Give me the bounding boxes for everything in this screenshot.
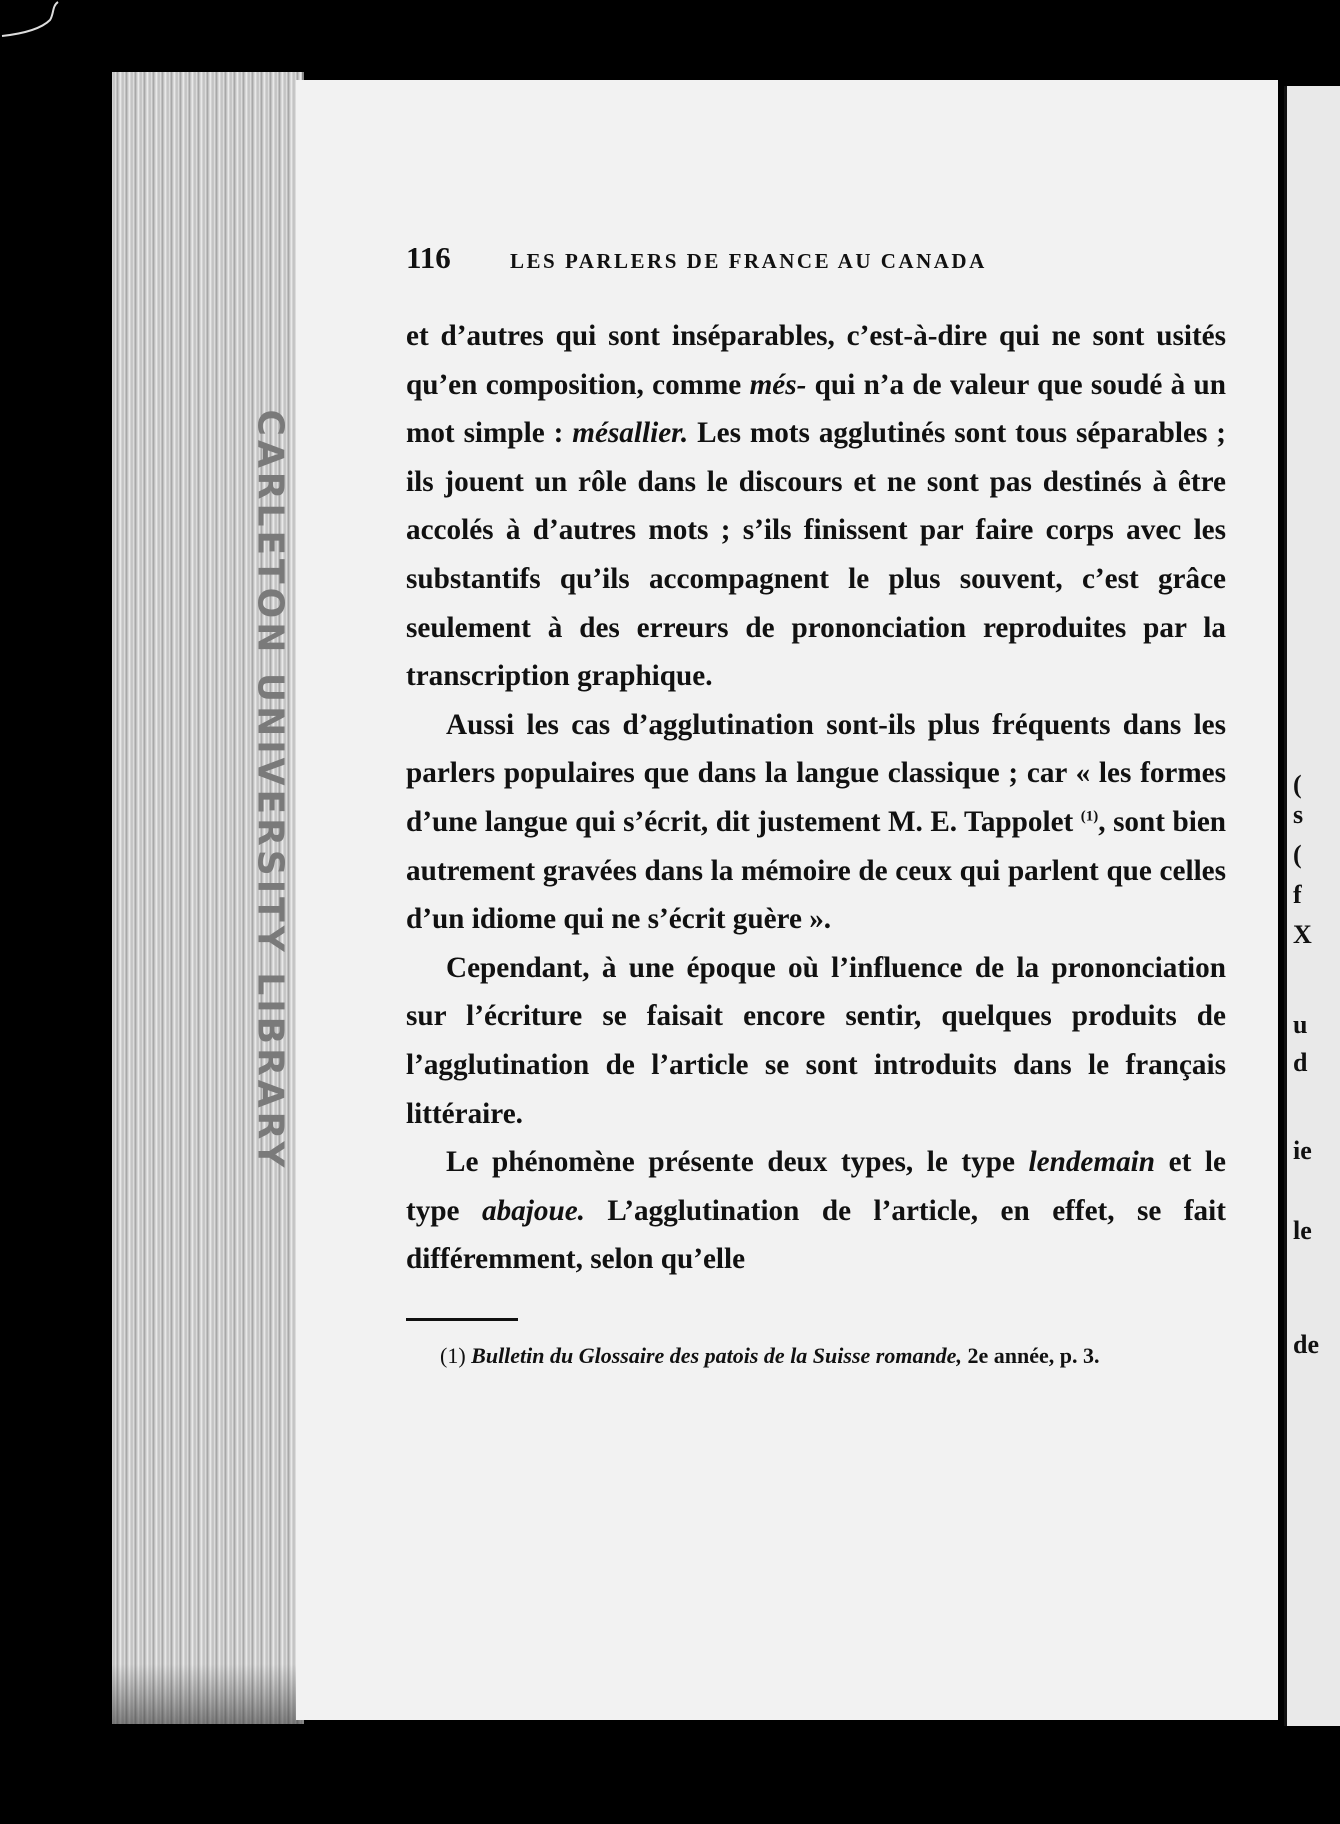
library-stamp bbox=[240, 409, 300, 1171]
running-head-title: LES PARLERS DE FRANCE AU CANADA bbox=[510, 249, 987, 273]
text-segment: més- bbox=[749, 368, 807, 401]
facing-page-letter: de bbox=[1293, 1330, 1319, 1359]
facing-page-letter: ( bbox=[1293, 840, 1302, 869]
library-stamp-text: CARLETON UNIVERSITY LIBRARY bbox=[249, 409, 291, 1171]
text-segment: Cependant, à une époque où l’influence de la prononciation sur l’écriture se faisait encore sentir, quelques produits de l’agglutination de l’article se sont introduits dans le français littéraire. bbox=[406, 951, 1226, 1130]
footnote-marker: (1) bbox=[440, 1342, 466, 1368]
text-segment: et le type bbox=[406, 1146, 1226, 1227]
facing-page-letter: d bbox=[1293, 1048, 1308, 1077]
paragraph-p2 bbox=[406, 701, 1226, 944]
footnote-source: Bulletin du Glossaire des patois de la Suisse romande, bbox=[471, 1342, 962, 1368]
text-segment: abajoue. bbox=[481, 1194, 585, 1227]
paragraph-p3 bbox=[406, 944, 1226, 1138]
facing-page-letter: X bbox=[1293, 920, 1312, 949]
facing-page-letter: le bbox=[1293, 1216, 1312, 1245]
text-segment: Les mots agglutinés sont tous séparables ; ils jouent un rôle dans le discours et ne sont pas destinés à être accolés à d’autres mots ; s’ils finissent par faire corps avec les substantifs qu’ils accompagnent le plus souvent, c’est grâce seulement à des erreurs de prononciation reproduites par la transcription graphique. bbox=[406, 417, 1226, 693]
running-head bbox=[406, 240, 1226, 286]
facing-page-letter: s bbox=[1293, 800, 1304, 829]
paragraph-p4 bbox=[406, 1138, 1226, 1284]
text-segment: qui n’a de valeur que soudé à un mot simple : bbox=[406, 368, 1226, 450]
facing-page-letter: f bbox=[1293, 880, 1302, 909]
page-content bbox=[406, 240, 1226, 1377]
page-number: 116 bbox=[406, 240, 451, 275]
text-segment: L’agglutination de l’article, en effet, se fait différemment, selon qu’elle bbox=[406, 1194, 1226, 1276]
text-segment: lendemain bbox=[1028, 1146, 1156, 1179]
footnote bbox=[406, 1335, 1226, 1377]
facing-page-letter: u bbox=[1293, 1010, 1308, 1039]
paragraph-p1 bbox=[406, 312, 1226, 701]
text-segment: mésallier. bbox=[572, 417, 689, 450]
text-segment: et d’autres qui sont inséparables, c’est-à-dire qui ne sont usités qu’en composition, comme bbox=[406, 320, 1226, 401]
corner-pen-stroke bbox=[0, 0, 80, 60]
body-text bbox=[406, 312, 1226, 1284]
footnote-reference: (1) bbox=[1080, 808, 1099, 825]
facing-page-letter: ie bbox=[1293, 1136, 1312, 1165]
text-segment: , sont bien autrement gravées dans la mémoire de ceux qui parlent que celles d’un idiome qui ne s’écrit guère ». bbox=[406, 805, 1227, 936]
footnote-divider bbox=[406, 1318, 518, 1321]
text-segment: Aussi les cas d’agglutination sont-ils plus fréquents dans les parlers populaires que dans la langue classique ; car « les formes d’une langue qui s’écrit, dit justement M. E. Tappolet bbox=[406, 708, 1226, 838]
footnote-details: 2e année, p. 3. bbox=[961, 1342, 1100, 1368]
text-segment: Le phénomène présente deux types, le type bbox=[446, 1146, 1029, 1179]
facing-page-letter: ( bbox=[1293, 770, 1302, 799]
facing-page-fragment bbox=[1284, 86, 1340, 1726]
